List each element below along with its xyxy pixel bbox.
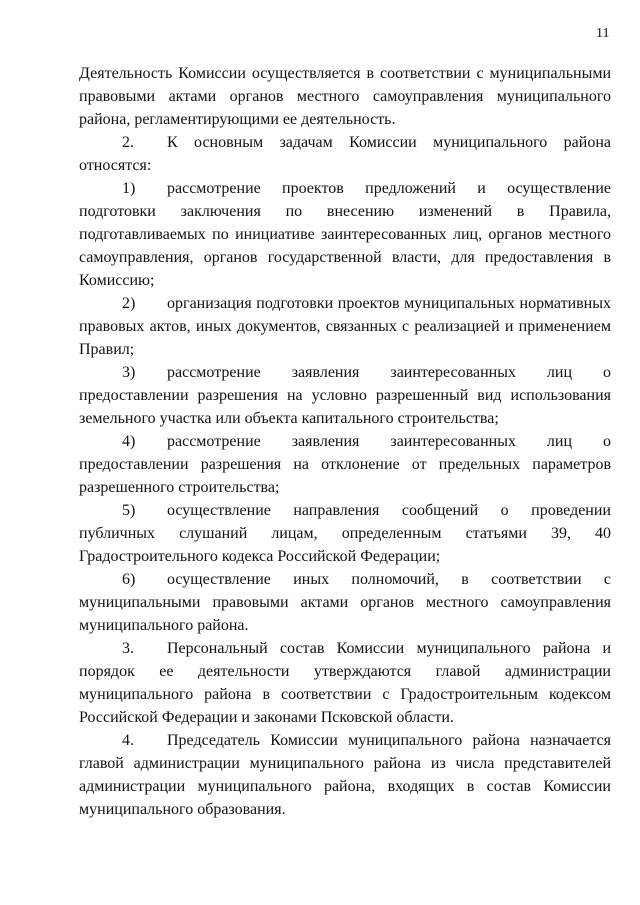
page-number: 11 — [596, 26, 610, 41]
list-item-number: 3) — [122, 364, 136, 381]
list-item-4 — [79, 430, 611, 499]
list-item-6 — [79, 568, 611, 637]
list-item-3 — [79, 361, 611, 430]
paragraph-number: 3. — [122, 640, 134, 657]
list-item-text: рассмотрение проектов предложений и осуществление подготовки заключения по внесению изменений в Правила, подготавливаемых по инициативе заинтересованных лиц, органов местного самоуправления, органов государственной власти, для предоставления в Комиссию; — [79, 180, 611, 289]
paragraph-text: Председатель Комиссии муниципального района назначается главой администрации муниципального района из числа представителей администрации муниципального района, входящих в состав Комиссии муниципального образования. — [79, 732, 611, 818]
list-item-number: 1) — [122, 180, 136, 197]
list-item-text: организация подготовки проектов муниципальных нормативных правовых актов, иных документов, связанных с реализацией и применением Правил; — [79, 295, 611, 358]
document-body — [79, 62, 611, 821]
paragraph-text: К основным задачам Комиссии муниципального района относятся: — [79, 134, 611, 174]
paragraph-text: Персональный состав Комиссии муниципального района и порядок ее деятельности утверждаются главой администрации муниципального района в соответствии с Градостроительным кодексом Российской Федерации и законами Псковской области. — [79, 640, 611, 726]
list-item-text: осуществление иных полномочий, в соответствии с муниципальными правовыми актами органов местного самоуправления муниципального района. — [79, 571, 611, 634]
paragraph-3 — [79, 637, 611, 729]
list-item-text: рассмотрение заявления заинтересованных лиц о предоставлении разрешения на условно разрешенный вид использования земельного участка или объекта капитального строительства; — [79, 364, 611, 427]
paragraph-text: Деятельность Комиссии осуществляется в соответствии с муниципальными правовыми актами органов местного самоуправления муниципального района, регламентирующими ее деятельность. — [79, 65, 611, 128]
paragraph-2 — [79, 131, 611, 177]
list-item-1 — [79, 177, 611, 292]
list-item-number: 4) — [122, 433, 136, 450]
list-item-number: 2) — [122, 295, 136, 312]
list-item-number: 5) — [122, 502, 136, 519]
paragraph-4 — [79, 729, 611, 821]
list-item-5 — [79, 499, 611, 568]
paragraph-number: 2. — [122, 134, 134, 151]
paragraph-intro — [79, 62, 611, 131]
list-item-text: рассмотрение заявления заинтересованных лиц о предоставлении разрешения на отклонение от предельных параметров разрешенного строительства; — [79, 433, 611, 496]
paragraph-number: 4. — [122, 732, 134, 749]
list-item-number: 6) — [122, 571, 136, 588]
list-item-text: осуществление направления сообщений о проведении публичных слушаний лицам, определенным статьями 39, 40 Градостроительного кодекса Российской Федерации; — [79, 502, 611, 565]
list-item-2 — [79, 292, 611, 361]
